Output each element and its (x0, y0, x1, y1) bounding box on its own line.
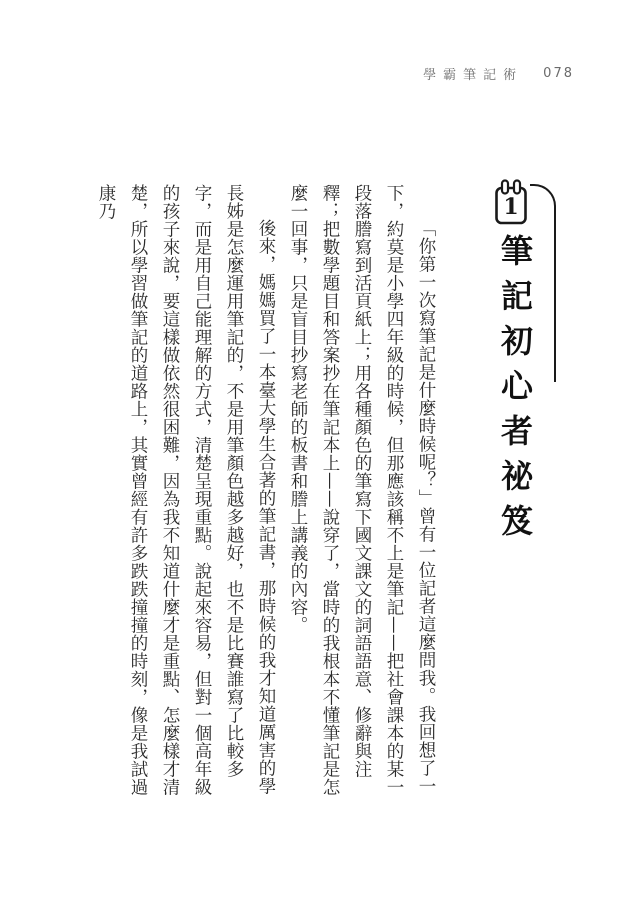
page-header (423, 64, 574, 83)
page-number: 078 (543, 66, 574, 81)
notebook-icon (494, 178, 528, 226)
chapter-number: 1 (503, 194, 519, 220)
paragraph: 後來，媽媽買了一本臺大學生合著的筆記書，那時候的我才知道厲害的學長姊是怎麼運用筆記的，不是用筆顏色越多越好，也不是比賽誰寫了比較多字，而是用自己能理解的方式，清楚呈現重點。說起來容易，但對一個高年級的孩子來說，要這樣做依然很困難，因為我不知道什麼才是重點、怎麼樣才清楚，所以學習做筆記的道路上，其實曾經有許多跌跌撞撞的時刻，像是我試過康乃 (96, 184, 276, 796)
book-title: 學霸筆記術 (423, 68, 524, 83)
chapter-title: 筆記初心者祕笈 (496, 234, 534, 549)
body-text (90, 184, 442, 796)
paragraph: 「你第一次寫筆記是什麼時候呢？」曾有一位記者這麼問我。我回想了一下，約莫是小學四年級的時候，但那應該稱不上是筆記——把社會課本的某一段落謄寫到活頁紙上；用各種顏色的筆寫下國文課文的詞語語意、修辭與注釋；把數學題目和答案抄在筆記本上——說穿了，當時的我根本不懂筆記是怎麼一回事，只是盲目抄寫老師的板書和謄上講義的內容。 (288, 184, 436, 796)
